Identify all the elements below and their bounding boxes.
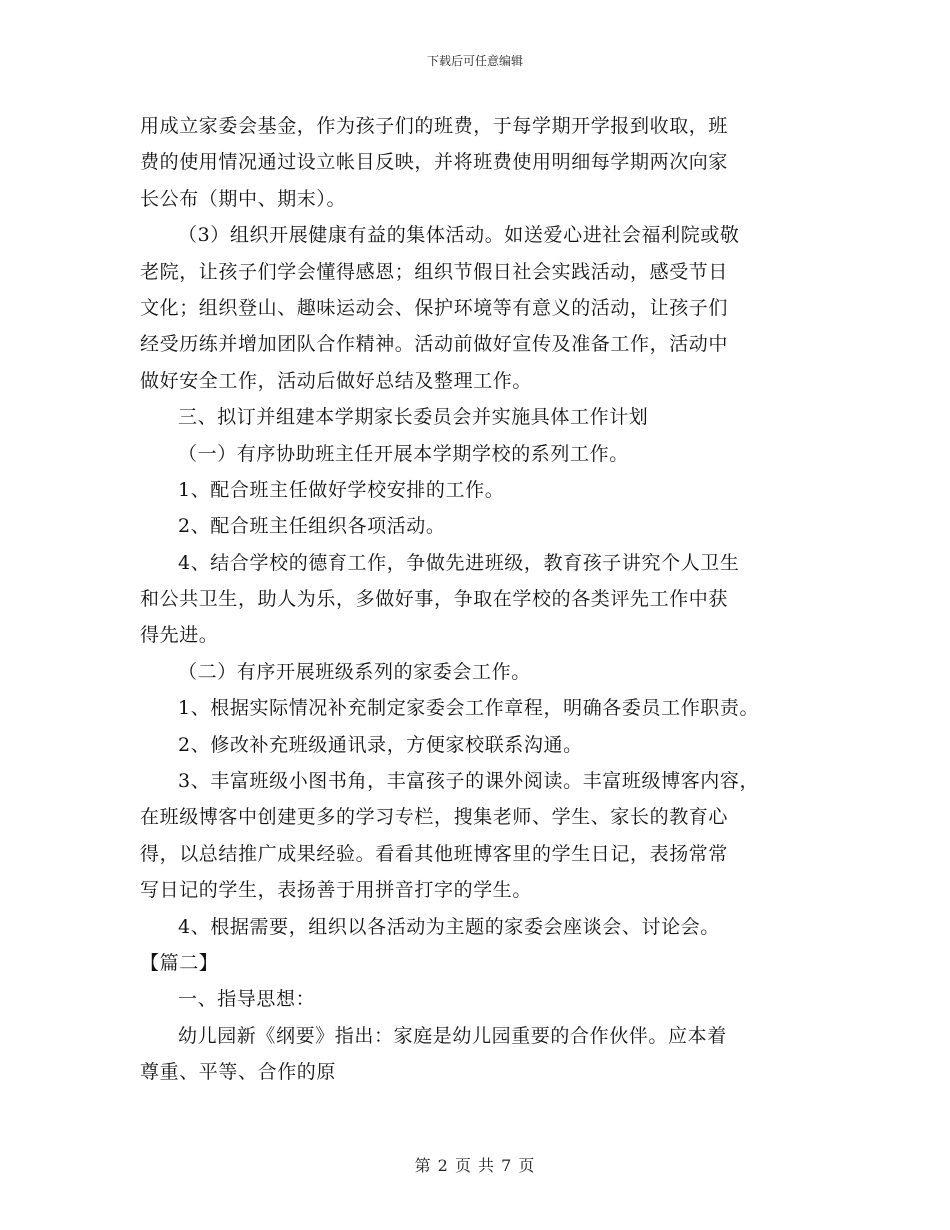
text-line: 4、结合学校的德育工作，争做先进班级，教育孩子讲究个人卫生 [178,551,740,574]
text-line: 在班级博客中创建更多的学习专栏，搜集老师、学生、家长的教育心 [140,806,729,829]
text-line: （一）有序协助班主任开展本学期学校的系列工作。 [178,442,629,465]
text-line: 用成立家委会基金，作为孩子们的班费，于每学期开学报到收取，班 [140,115,729,137]
text-line: 3、丰富班级小图书角，丰富孩子的课外阅读。丰富班级博客内容， [178,770,760,793]
page-footer: 第 2 页 共 7 页 [414,1156,536,1175]
text-line: 2、配合班主任组织各项活动。 [178,515,446,538]
text-line: 写日记的学生，表扬善于用拼音打字的学生。 [140,879,533,902]
text-line: 幼儿园新《纲要》指出：家庭是幼儿园重要的合作伙伴。应本着 [178,1024,727,1047]
document-body [140,108,820,1091]
text-line: 得，以总结推广成果经验。看看其他班博客里的学生日记，表扬常常 [140,842,729,865]
text-line: 1、根据实际情况补充制定家委会工作章程，明确各委员工作职责。 [178,697,760,720]
text-line: 长公布（期中、期末）。 [140,187,347,210]
text-line: 尊重、平等、合作的原 [140,1061,337,1084]
text-line: （3）组织开展健康有益的集体活动。如送爱心进社会福利院或敬 [178,224,740,247]
text-line: 费的使用情况通过设立帐目反映，并将班费使用明细每学期两次向家 [140,151,729,174]
text-line: 三、拟订并组建本学期家长委员会并实施具体工作计划 [178,406,649,429]
text-line: 1、配合班主任做好学校安排的工作。 [178,478,505,501]
text-line: 【篇二】 [140,951,219,974]
page-header: 下载后可任意编辑 [426,54,523,68]
text-line: 和公共卫生，助人为乐，多做好事，争取在学校的各类评先工作中获 [140,588,729,611]
text-line: 做好安全工作，活动后做好总结及整理工作。 [140,369,533,392]
text-line: （二）有序开展班级系列的家委会工作。 [178,660,531,683]
text-line: 老院，让孩子们学会懂得感恩；组织节假日社会实践活动，感受节日 [140,260,729,283]
text-line: 一、指导思想： [178,988,316,1011]
text-line: 4、根据需要，组织以各活动为主题的家委会座谈会、讨论会。 [178,915,720,938]
text-line: 文化；组织登山、趣味运动会、保护环境等有意义的活动，让孩子们 [140,296,729,319]
text-line: 经受历练并增加团队合作精神。活动前做好宣传及准备工作，活动中 [140,333,729,356]
text-line: 2、修改补充班级通讯录，方便家校联系沟通。 [178,733,583,756]
text-line: 得先进。 [140,624,219,647]
